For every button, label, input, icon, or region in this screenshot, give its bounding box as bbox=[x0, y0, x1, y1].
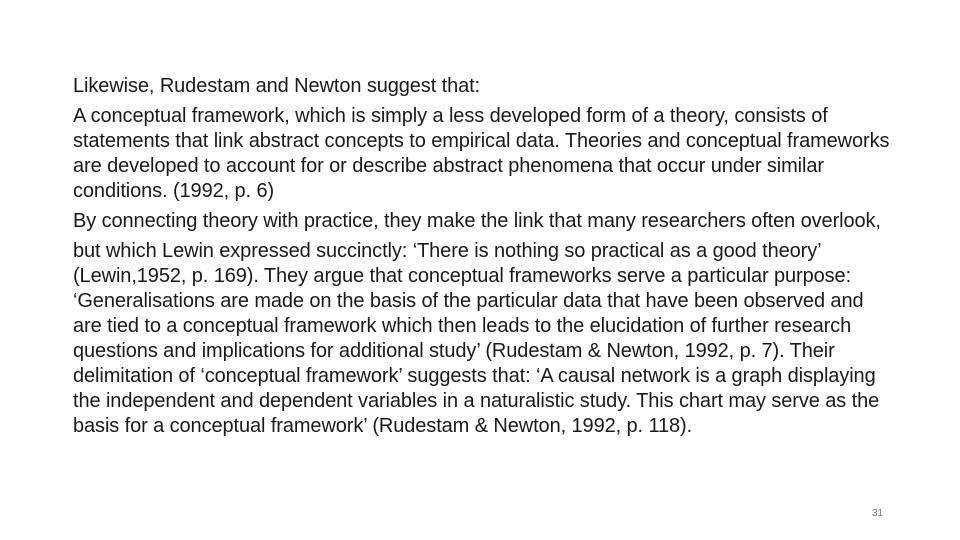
slide-number: 31 bbox=[872, 508, 884, 519]
paragraph-intro: Likewise, Rudestam and Newton suggest that: bbox=[73, 75, 481, 97]
paragraph-quote-definition: A conceptual framework, which is simply a less developed form of a theory, consists of statements that link abstract concepts to empirical data. Theories and conceptual frameworks are developed to account for or describe abstract phenomena that occur under similar conditions. (1992, p. 6) bbox=[73, 105, 890, 202]
slide-body-text bbox=[73, 74, 893, 439]
paragraph-theory-practice: By connecting theory with practice, they make the link that many researchers often overlook, bbox=[73, 210, 881, 232]
paragraph-lewin: but which Lewin expressed succinctly: ‘There is nothing so practical as a good theory’ (Lewin,1952, p. 169). They argue that conceptual frameworks serve a particular purpose: ‘Generalisations are made on the basis of the particular data that have been observed and are tied to a conceptual framework which then leads to the elucidation of further research questions and implications for additional study’ (Rudestam & Newton, 1992, p. 7). Their delimitation of ‘conceptual framework’ suggests that: ‘A causal network is a graph displaying the independent and dependent variables in a naturalistic study. This chart may serve as the basis for a conceptual framework’ (Rudestam & Newton, 1992, p. 118). bbox=[73, 240, 880, 437]
